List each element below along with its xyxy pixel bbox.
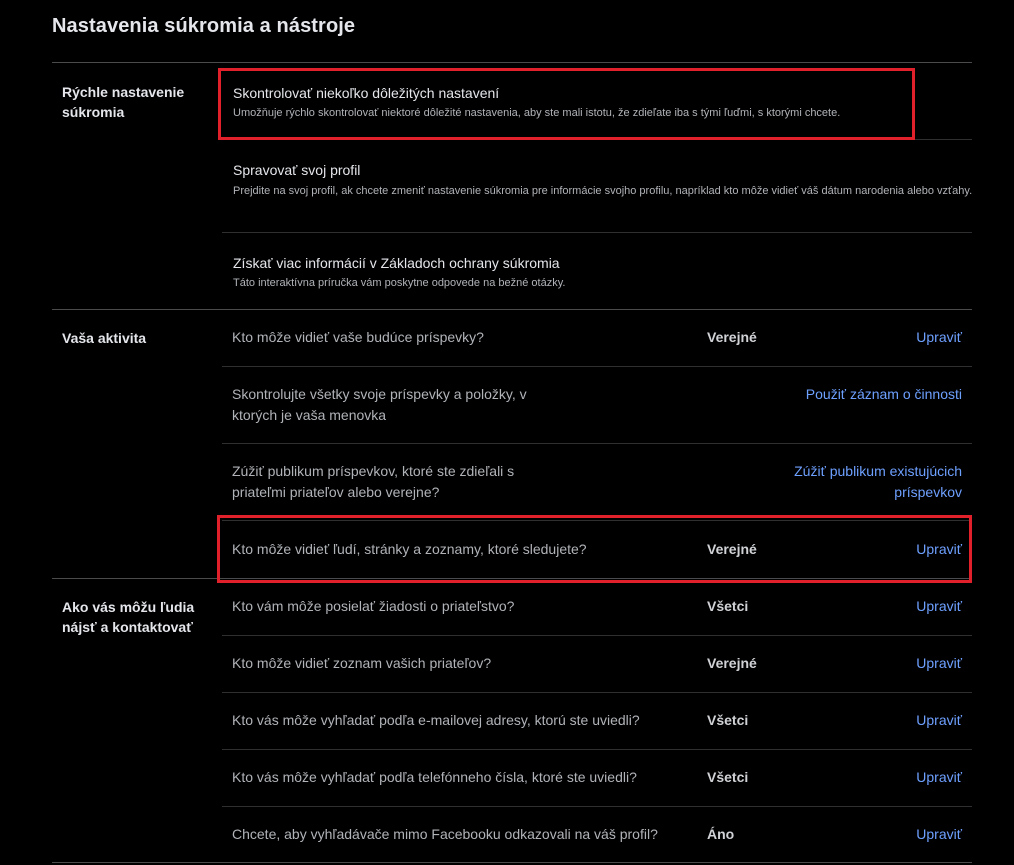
highlight-box-check-settings	[218, 68, 915, 140]
setting-value: Verejné	[707, 541, 757, 557]
quick-item-privacy-basics[interactable]	[233, 254, 973, 291]
quick-item-title: Spravovať svoj profil	[233, 162, 361, 178]
section-label-your-activity: Vaša aktivita	[62, 330, 147, 346]
setting-value: Áno	[707, 826, 735, 842]
quick-item-title: Skontrolovať niekoľko dôležitých nastavení	[233, 85, 500, 101]
row-divider	[222, 635, 972, 636]
setting-label-friend-requests: Kto vám môže posielať žiadosti o priateľstvo?	[232, 598, 515, 614]
quick-item-desc: Umožňuje rýchlo skontrolovať niektoré dôležité nastavenia, aby ste mali istotu, že zdieľate iba s tými ľuďmi, s ktorými chcete.	[233, 107, 841, 119]
edit-link[interactable]: Upraviť	[916, 598, 962, 614]
row-divider	[222, 443, 972, 444]
divider	[52, 862, 972, 863]
edit-link[interactable]: Upraviť	[916, 541, 962, 557]
setting-label-lookup-phone: Kto vás môže vyhľadať podľa telefónneho čísla, ktoré ste uviedli?	[232, 769, 637, 785]
setting-label-friends-list: Kto môže vidieť zoznam vašich priateľov?	[232, 655, 492, 671]
quick-item-title: Získať viac informácií v Základoch ochrany súkromia	[233, 255, 560, 271]
quick-item-desc: Prejdite na svoj profil, ak chcete zmeniť nastavenie súkromia pre informácie svojho profilu, napríklad kto môže vidieť váš dátum narodenia alebo vzťahy.	[233, 185, 973, 197]
divider	[52, 309, 972, 310]
setting-label-review-posts: Skontrolujte všetky svoje príspevky a položky, v ktorých je vaša menovka	[232, 386, 527, 423]
page-title: Nastavenia súkromia a nástroje	[52, 15, 356, 37]
quick-item-desc: Táto interaktívna príručka vám poskytne odpovede na bežné otázky.	[233, 277, 566, 289]
setting-label-limit-past-posts: Zúžiť publikum príspevkov, ktoré ste zdieľali s priateľmi priateľov alebo verejne?	[232, 463, 515, 500]
highlight-box-following-visibility	[217, 515, 972, 583]
setting-value: Všetci	[707, 712, 749, 728]
edit-link[interactable]: Upraviť	[916, 826, 962, 842]
setting-label-future-posts: Kto môže vidieť vaše budúce príspevky?	[232, 329, 484, 345]
limit-past-posts-link[interactable]: Zúžiť publikum existujúcich príspevkov	[794, 463, 962, 500]
activity-log-link[interactable]: Použiť záznam o činnosti	[805, 386, 962, 402]
setting-value: Všetci	[707, 598, 749, 614]
quick-item-manage-profile[interactable]	[233, 161, 973, 199]
section-label-quick-privacy: Rýchle nastavenie súkromia	[62, 84, 185, 120]
setting-label-lookup-email: Kto vás môže vyhľadať podľa e-mailovej adresy, ktorú ste uviedli?	[232, 712, 640, 728]
setting-label-search-engines: Chcete, aby vyhľadávače mimo Facebooku odkazovali na váš profil?	[232, 826, 658, 842]
edit-link[interactable]: Upraviť	[916, 712, 962, 728]
edit-link[interactable]: Upraviť	[916, 329, 962, 345]
setting-value: Verejné	[707, 655, 757, 671]
divider	[52, 62, 972, 63]
row-divider	[222, 692, 972, 693]
row-divider	[222, 749, 972, 750]
setting-value: Všetci	[707, 769, 749, 785]
row-divider	[222, 806, 972, 807]
row-divider	[222, 232, 972, 233]
setting-value: Verejné	[707, 329, 757, 345]
edit-link[interactable]: Upraviť	[916, 655, 962, 671]
row-divider	[222, 366, 972, 367]
section-label-find-contact: Ako vás môžu ľudia nájsť a kontaktovať	[62, 599, 195, 635]
edit-link[interactable]: Upraviť	[916, 769, 962, 785]
setting-label-following-visibility: Kto môže vidieť ľudí, stránky a zoznamy, ktoré sledujete?	[232, 541, 587, 557]
